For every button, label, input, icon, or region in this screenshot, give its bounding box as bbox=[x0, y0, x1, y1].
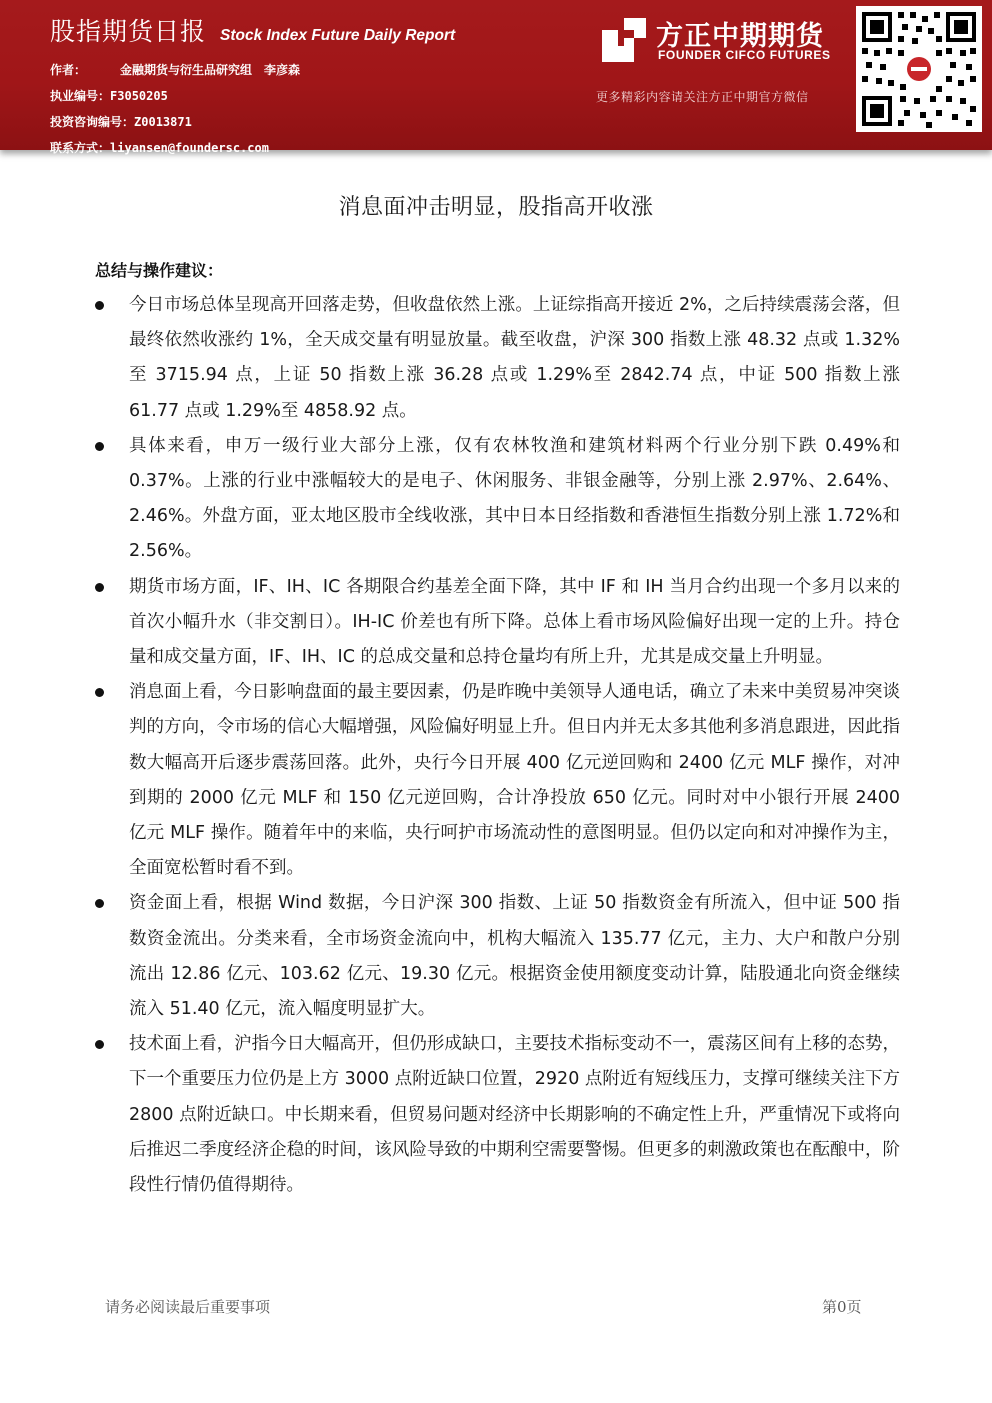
wechat-qr-code-icon[interactable] bbox=[856, 6, 982, 132]
author-info bbox=[120, 63, 300, 77]
footer-disclaimer: 请务必阅读最后重要事项 bbox=[105, 1298, 271, 1316]
paragraph-text: 具体来看，申万一级行业大部分上涨，仅有农林牧渔和建筑材料两个行业分别下跌 0.49%和 0.37%。上涨的行业中涨幅较大的是电子、休闲服务、非银金融等，分别上涨 2.97%、2.64%、2.46%。外盘方面，亚太地区股市全线收涨，其中日本日经指数和香港恒生指数分别上涨 1.72%和 2.56%。 bbox=[129, 435, 900, 562]
bullet-icon bbox=[95, 583, 104, 592]
page-number: 第0页 bbox=[822, 1298, 862, 1316]
company-logo bbox=[600, 16, 850, 64]
license-label: 执业编号： bbox=[50, 89, 111, 103]
list-item bbox=[95, 288, 900, 429]
advisory-label: 投资咨询编号： bbox=[50, 115, 135, 129]
logo-text-en: FOUNDER CIFCO FUTURES bbox=[658, 48, 831, 62]
logo-text-cn: 方正中期期货 bbox=[656, 21, 824, 52]
author-meta bbox=[50, 60, 300, 164]
list-item bbox=[95, 886, 900, 1027]
author-name: 李彦森 bbox=[264, 63, 301, 77]
license-row bbox=[50, 86, 300, 112]
advisory-row bbox=[50, 112, 300, 138]
report-title-block bbox=[50, 12, 455, 48]
author-label: 作者： bbox=[50, 63, 87, 77]
document-title: 消息面冲击明显，股指高开收涨 bbox=[338, 195, 654, 220]
paragraph-text: 今日市场总体呈现高开回落走势，但收盘依然上涨。上证综指高开接近 2%，之后持续震荡会落，但最终依然收涨约 1%，全天成交量有明显放量。截至收盘，沪深 300 指数上涨 48.32 点或 1.32%至 3715.94 点，上证 50 指数上涨 36.28 点或 1.29%至 2842.74 点，中证 500 指数上涨 61.77 点或 1.29%至 4858.92 点。 bbox=[129, 295, 900, 421]
bullet-icon bbox=[95, 1040, 104, 1049]
paragraph-text: 资金面上看，根据 Wind 数据，今日沪深 300 指数、上证 50 指数资金有所流入，但中证 500 指数资金流出。分类来看，全市场资金流向中，机构大幅流入 135.77 亿元，主力、大户和散户分别流出 12.86 亿元、103.62 亿元、19.30 亿元。根据资金使用额度变动计算，陆股通北向资金继续流入 51.40 亿元，流入幅度明显扩大。 bbox=[129, 893, 900, 1020]
report-title-en: Stock Index Future Daily Report bbox=[220, 27, 456, 44]
advisory-value: Z0013871 bbox=[134, 115, 192, 129]
summary-list bbox=[95, 288, 900, 1203]
paragraph-text: 期货市场方面，IF、IH、IC 各期限合约基差全面下降，其中 IF 和 IH 当月合约出现一个多月以来的首次小幅升水（非交割日）。IH-IC 价差也有所下降。总体上看市场风险偏好出现一定的上升。持仓量和成交量方面，IF、IH、IC 的总成交量和总持仓量均有所上升，尤其是成交量上升明显。 bbox=[129, 576, 900, 668]
contact-label: 联系方式： bbox=[50, 141, 111, 155]
contact-row bbox=[50, 138, 300, 164]
list-item bbox=[95, 570, 900, 676]
license-value: F3050205 bbox=[110, 89, 168, 103]
bullet-icon bbox=[95, 442, 104, 451]
bullet-icon bbox=[95, 688, 104, 697]
section-heading: 总结与操作建议： bbox=[95, 261, 224, 280]
paragraph-text: 消息面上看，今日影响盘面的最主要因素，仍是昨晚中美领导人通电话，确立了未来中美贸易冲突谈判的方向，令市场的信心大幅增强，风险偏好明显上升。但日内并无太多其他利多消息跟进，因此指数大幅高开后逐步震荡回落。此外，央行今日开展 400 亿元逆回购和 2400 亿元 MLF 操作，对冲到期的 2000 亿元 MLF 和 150 亿元逆回购，合计净投放 650 亿元。同时对中小银行开展 2400 亿元 MLF 操作。随着年中的来临，央行呵护市场流动性的意图明显。但仍以定向和对冲操作为主，全面宽松暂时看不到。 bbox=[129, 682, 900, 879]
report-header bbox=[0, 0, 992, 155]
author-row bbox=[50, 60, 300, 86]
list-item bbox=[95, 1027, 900, 1203]
paragraph-text: 技术面上看，沪指今日大幅高开，但仍形成缺口，主要技术指标变动不一，震荡区间有上移的态势，下一个重要压力位仍是上方 3000 点附近缺口位置，2920 点附近有短线压力，支撑可继续关注下方 2800 点附近缺口。中长期来看，但贸易问题对经济中长期影响的不确定性上升，严重情况下或将向后推迟二季度经济企稳的时间，该风险导致的中期利空需要警惕。但更多的刺激政策也在酝酿中，阶段性行情仍值得期待。 bbox=[129, 1034, 900, 1196]
bullet-icon bbox=[95, 301, 104, 310]
logo-mark-icon bbox=[600, 16, 648, 64]
bullet-icon bbox=[95, 899, 104, 908]
wechat-note: 更多精彩内容请关注方正中期官方微信 bbox=[596, 90, 809, 104]
report-title-cn: 股指期货日报 bbox=[50, 17, 207, 46]
author-dept: 金融期货与衍生品研究组 bbox=[120, 63, 253, 77]
contact-email[interactable]: liyansen@foundersc.com bbox=[110, 141, 269, 155]
list-item bbox=[95, 429, 900, 570]
list-item bbox=[95, 675, 900, 886]
